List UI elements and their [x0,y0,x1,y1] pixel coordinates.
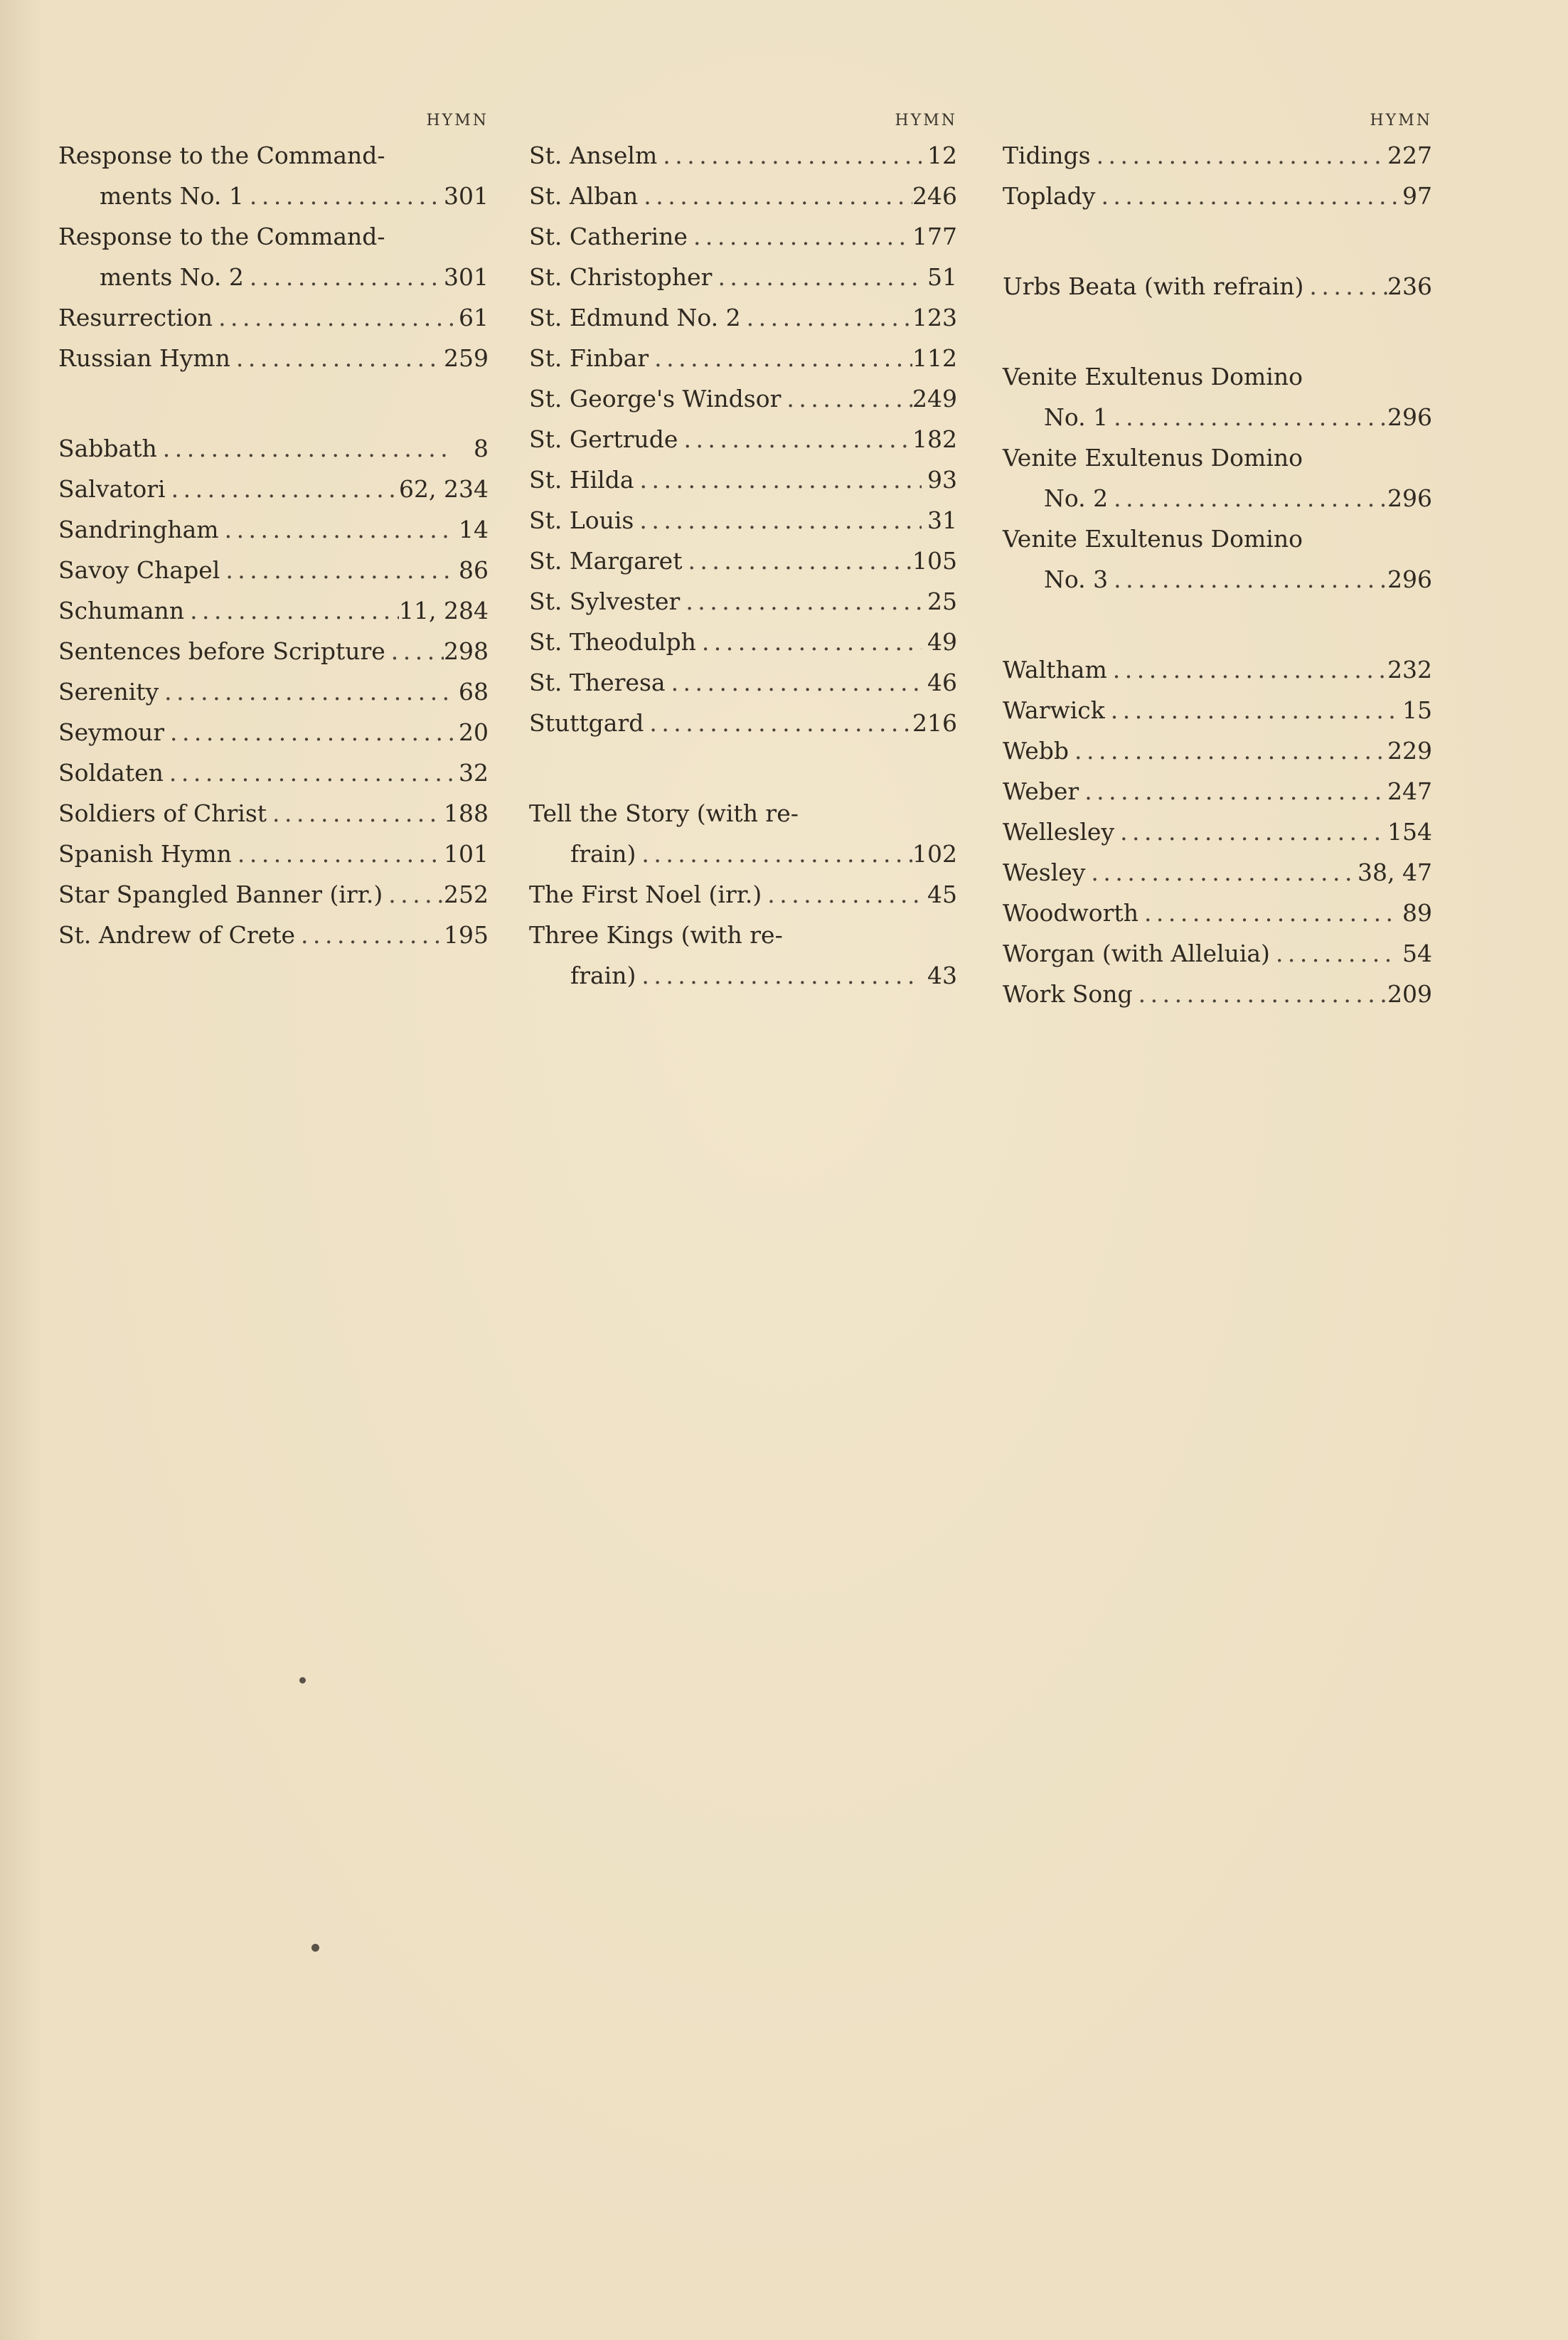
leader-dots [1303,266,1387,307]
hymn-number: 101 [444,840,489,868]
index-entry [529,581,957,622]
leader-dots [267,793,444,834]
hymn-number: 93 [927,466,957,494]
hymn-title: Sentences before Scripture [58,637,385,665]
index-entry [1003,730,1432,771]
leader-dots [1133,974,1387,1014]
hymn-title: St. Margaret [529,547,683,575]
hymn-title: Wellesley [1003,818,1115,846]
leader-dots [634,459,922,500]
hymn-number: 227 [1387,142,1432,169]
hymn-number: 38, 47 [1358,858,1432,886]
hymn-number: 86 [459,556,489,584]
paper-speck [299,1677,306,1684]
paper-speck [311,1944,319,1952]
hymn-number: 46 [927,669,957,696]
leader-dots [712,257,922,297]
leader-dots [157,428,453,469]
index-entry [1003,356,1432,437]
entry-list [529,135,957,996]
hymn-number: 97 [1402,182,1432,210]
column-header: HYMN [1370,112,1432,129]
leader-dots [230,338,444,378]
hymn-number: 301 [444,263,489,291]
hymn-title: Toplady [1003,182,1096,210]
leader-dots [741,297,912,338]
leader-dots [666,662,922,703]
hymn-number: 12 [927,142,957,169]
leader-dots [1108,397,1387,437]
leader-dots [244,176,444,216]
hymn-title: Response to the Command- [58,223,385,250]
hymn-number: 296 [1387,403,1432,431]
hymn-title: Woodworth [1003,899,1138,927]
hymn-number: 209 [1387,980,1432,1008]
hymn-title: St. Alban [529,182,639,210]
hymn-title: St. Catherine [529,223,688,250]
index-entry [1003,852,1432,893]
hymn-number: 236 [1387,272,1432,300]
leader-dots [166,469,399,509]
leader-dots [385,631,444,671]
index-entry [529,500,957,541]
hymn-number: 102 [912,840,957,868]
leader-dots [295,915,444,955]
index-entry [1003,690,1432,730]
hymn-title: St. Theodulph [529,628,696,656]
hymn-number: 49 [927,628,957,656]
hymn-number: 54 [1402,940,1432,967]
index-entry [58,297,489,338]
hymn-title: Schumann [58,597,185,624]
hymn-number: 188 [444,799,489,827]
hymn-number: 11, 284 [399,597,489,624]
hymn-number: 246 [912,182,957,210]
index-column-2 [529,107,957,996]
leader-dots [636,955,922,996]
hymn-title: Sandringham [58,516,219,543]
hymn-number: 68 [459,678,489,706]
hymn-title: Weber [1003,777,1079,805]
leader-dots [636,834,912,874]
hymn-number: 216 [912,709,957,737]
index-entry [58,550,489,590]
hymn-number: 51 [927,263,957,291]
hymn-title: St. Sylvester [529,587,681,615]
index-entry [58,834,489,874]
index-entry [58,874,489,915]
hymn-title: Response to the Command- [58,142,385,169]
hymn-number: 177 [912,223,957,250]
hymn-number: 43 [927,962,957,989]
index-entry [529,216,957,257]
entry-list [58,135,489,955]
index-entry [58,671,489,712]
hymn-number: 296 [1387,565,1432,593]
index-entry [1003,771,1432,812]
hymn-title: Tell the Story (with re- [529,799,799,827]
hymn-title: St. Gertrude [529,425,678,453]
index-entry [1003,176,1432,216]
index-entry [58,752,489,793]
leader-dots [682,541,912,581]
hymn-title: Seymour [58,718,164,746]
hymn-number: 61 [459,304,489,331]
hymn-title: St. Louis [529,506,634,534]
leader-dots [184,590,399,631]
leader-dots [244,257,444,297]
leader-dots [688,216,912,257]
group-gap [1003,600,1432,649]
hymn-title: Stuttgard [529,709,644,737]
leader-dots [634,500,922,541]
leader-dots [1138,893,1397,933]
hymn-title: St. Anselm [529,142,658,169]
hymn-title: Soldaten [58,759,164,787]
hymn-number: 31 [927,506,957,534]
index-entry [529,459,957,500]
index-entry [1003,649,1432,690]
group-gap [1003,307,1432,356]
entry-list [1003,135,1432,1014]
column-header: HYMN [895,112,957,129]
leader-dots [781,378,912,419]
index-entry [1003,893,1432,933]
leader-dots [1079,771,1387,812]
hymn-title-continued: ments No. 1 [100,182,244,210]
hymn-title: Star Spangled Banner (irr.) [58,881,383,908]
hymn-number: 195 [444,921,489,949]
index-entry [529,793,957,874]
hymn-title: Worgan (with Alleluia) [1003,940,1270,967]
hymn-number: 252 [444,881,489,908]
hymn-number: 62, 234 [399,475,489,503]
leader-dots [1108,478,1387,518]
hymn-title: Venite Exultenus Domino [1003,444,1303,472]
index-entry [1003,933,1432,974]
hymn-title: St. Theresa [529,669,666,696]
leader-dots [649,338,912,378]
leader-dots [219,509,453,550]
leader-dots [1095,176,1397,216]
leader-dots [383,874,444,915]
index-entry [58,509,489,550]
leader-dots [1091,135,1387,176]
hymn-title: Soldiers of Christ [58,799,267,827]
index-entry [529,915,957,996]
leader-dots [1105,690,1397,730]
leader-dots [220,550,453,590]
index-entry [58,631,489,671]
index-entry [58,590,489,631]
leader-dots [680,581,922,622]
index-entry [529,338,957,378]
index-entry [529,378,957,419]
hymn-title: St. Andrew of Crete [58,921,296,949]
index-entry [529,176,957,216]
leader-dots [638,176,912,216]
index-entry [1003,812,1432,852]
index-entry [529,874,957,915]
hymn-number: 32 [459,759,489,787]
group-gap [58,378,489,428]
index-entry [1003,135,1432,176]
index-entry [1003,437,1432,518]
hymn-title: Three Kings (with re- [529,921,783,949]
leader-dots [232,834,444,874]
hymn-number: 182 [912,425,957,453]
hymn-title-continued: frain) [570,840,636,868]
index-column-1 [58,107,489,955]
hymn-title: St. Christopher [529,263,713,291]
hymn-number: 296 [1387,484,1432,512]
index-entry [529,662,957,703]
column-header: HYMN [426,112,489,129]
hymn-title: St. Hilda [529,466,634,494]
hymn-title-continued: No. 2 [1044,484,1109,512]
hymn-number: 229 [1387,737,1432,765]
leader-dots [1114,812,1387,852]
hymn-number: 45 [927,881,957,908]
leader-dots [1270,933,1397,974]
hymn-number: 249 [912,385,957,413]
hymn-number: 14 [459,516,489,543]
hymn-number: 154 [1387,818,1432,846]
hymn-number: 112 [912,344,957,372]
hymn-number: 25 [927,587,957,615]
hymn-title-continued: No. 1 [1044,403,1109,431]
index-entry [1003,518,1432,600]
leader-dots [1069,730,1387,771]
hymn-title: Russian Hymn [58,344,230,372]
leader-dots [1085,852,1358,893]
hymn-number: 301 [444,182,489,210]
hymn-title: Savoy Chapel [58,556,220,584]
leader-dots [159,671,453,712]
hymn-title: Work Song [1003,980,1133,1008]
index-entry [58,712,489,752]
hymn-title: St. George's Windsor [529,385,782,413]
index-entry [58,428,489,469]
group-gap [1003,216,1432,266]
leader-dots [644,703,912,743]
hymn-number: 89 [1402,899,1432,927]
hymn-number: 259 [444,344,489,372]
hymn-title-continued: ments No. 2 [100,263,244,291]
hymn-title: Warwick [1003,696,1105,724]
leader-dots [678,419,912,459]
hymn-number: 8 [474,435,489,462]
leader-dots [164,752,453,793]
index-entry [58,793,489,834]
hymn-title: St. Edmund No. 2 [529,304,741,331]
hymn-title: Spanish Hymn [58,840,232,868]
leader-dots [1107,649,1387,690]
index-entry [1003,974,1432,1014]
index-entry [529,257,957,297]
hymn-number: 123 [912,304,957,331]
index-column-3 [1003,107,1432,1014]
hymn-title: The First Noel (irr.) [529,881,762,908]
hymn-title-continued: frain) [570,962,636,989]
hymn-number: 232 [1387,656,1432,684]
index-entry [529,419,957,459]
leader-dots [213,297,453,338]
index-entry [58,135,489,216]
leader-dots [657,135,922,176]
index-entry [58,915,489,955]
hymn-title: St. Finbar [529,344,649,372]
hymn-title: Waltham [1003,656,1107,684]
hymn-title: Venite Exultenus Domino [1003,525,1303,553]
leader-dots [762,874,922,915]
hymn-title: Serenity [58,678,159,706]
leader-dots [164,712,453,752]
hymn-title: Tidings [1003,142,1091,169]
index-entry [58,216,489,297]
hymn-number: 298 [444,637,489,665]
hymn-title: Urbs Beata (with refrain) [1003,272,1304,300]
group-gap [529,743,957,793]
hymn-number: 20 [459,718,489,746]
index-entry [58,469,489,509]
hymn-title: Venite Exultenus Domino [1003,363,1303,390]
hymn-number: 15 [1402,696,1432,724]
index-entry [529,297,957,338]
hymn-title: Sabbath [58,435,157,462]
index-entry [529,622,957,662]
index-entry [58,338,489,378]
index-entry [529,703,957,743]
hymn-title: Resurrection [58,304,213,331]
leader-dots [696,622,922,662]
index-entry [529,541,957,581]
index-entry [1003,266,1432,307]
hymn-title-continued: No. 3 [1044,565,1109,593]
index-entry [529,135,957,176]
hymn-number: 105 [912,547,957,575]
leader-dots [1108,559,1387,600]
hymn-title: Salvatori [58,475,166,503]
hymn-title: Webb [1003,737,1070,765]
hymn-number: 247 [1387,777,1432,805]
hymn-title: Wesley [1003,858,1086,886]
